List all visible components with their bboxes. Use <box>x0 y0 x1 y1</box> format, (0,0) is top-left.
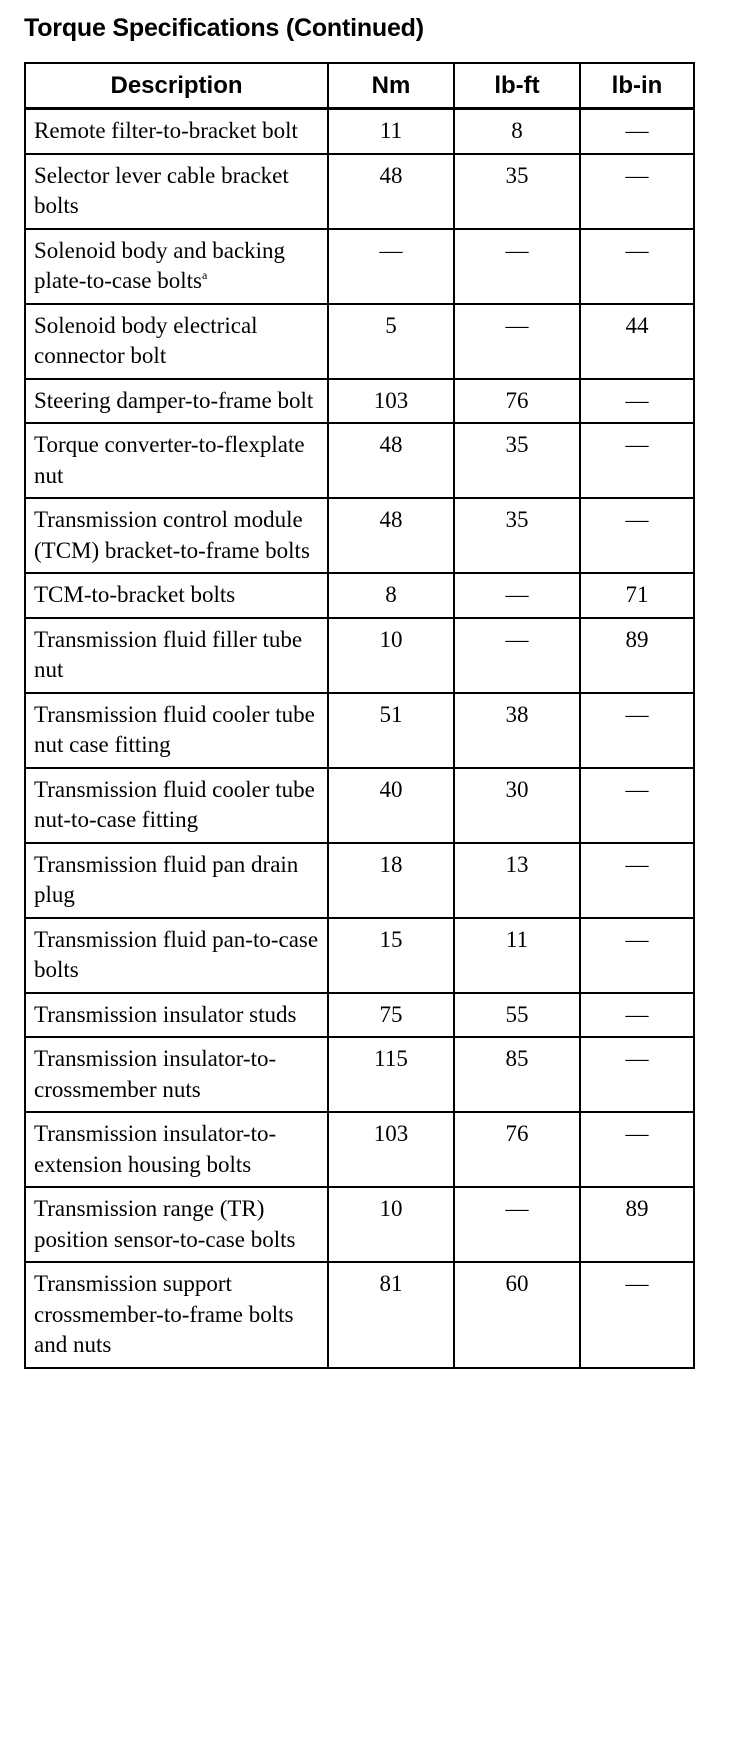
description-cell <box>25 918 328 993</box>
description-cell <box>25 693 328 768</box>
lb-in-value-cell: 89 <box>580 618 694 693</box>
description-text: Transmission fluid cooler tube nut case fitting <box>34 701 315 757</box>
lb-in-value-cell: — <box>580 423 694 498</box>
lb-in-value-cell: 44 <box>580 304 694 379</box>
description-cell <box>25 1037 328 1112</box>
lb-in-value-cell: — <box>580 379 694 424</box>
description-text: TCM-to-bracket bolts <box>34 582 236 607</box>
description-cell <box>25 154 328 229</box>
description-cell <box>25 618 328 693</box>
nm-value-cell: 10 <box>328 1187 454 1262</box>
lb-in-value-cell: 71 <box>580 573 694 618</box>
table-row <box>25 1037 694 1112</box>
lb-ft-value-cell: 60 <box>454 1262 580 1368</box>
footnote-marker: a <box>201 268 208 282</box>
column-header-lb-in: lb-in <box>580 63 694 109</box>
nm-value-cell: 103 <box>328 379 454 424</box>
nm-value-cell: 81 <box>328 1262 454 1368</box>
nm-value-cell: 15 <box>328 918 454 993</box>
description-text: Transmission insulator-to-extension housing bolts <box>34 1121 277 1177</box>
lb-ft-value-cell: 35 <box>454 498 580 573</box>
nm-value-cell: 8 <box>328 573 454 618</box>
lb-in-value-cell: — <box>580 918 694 993</box>
column-header-description: Description <box>25 63 328 109</box>
table-row <box>25 693 694 768</box>
table-row <box>25 918 694 993</box>
description-text: Transmission fluid cooler tube nut-to-case fitting <box>34 776 315 832</box>
table-body <box>25 109 694 1368</box>
nm-value-cell: 48 <box>328 498 454 573</box>
table-row <box>25 993 694 1038</box>
table-row <box>25 618 694 693</box>
nm-value-cell: 103 <box>328 1112 454 1187</box>
lb-ft-value-cell: — <box>454 304 580 379</box>
description-cell <box>25 304 328 379</box>
nm-value-cell: — <box>328 229 454 304</box>
torque-spec-table <box>24 62 695 1369</box>
lb-ft-value-cell: 38 <box>454 693 580 768</box>
nm-value-cell: 11 <box>328 109 454 154</box>
table-row <box>25 573 694 618</box>
page-title: Torque Specifications (Continued) <box>24 14 424 42</box>
table-row <box>25 109 694 154</box>
description-text: Transmission control module (TCM) bracket-to-frame bolts <box>34 507 310 563</box>
lb-ft-value-cell: 35 <box>454 154 580 229</box>
description-cell <box>25 498 328 573</box>
description-text: Torque converter-to-flexplate nut <box>34 432 305 488</box>
table-row <box>25 498 694 573</box>
description-cell <box>25 423 328 498</box>
nm-value-cell: 48 <box>328 154 454 229</box>
description-text: Steering damper-to-frame bolt <box>34 387 314 413</box>
table-row <box>25 379 694 424</box>
nm-value-cell: 75 <box>328 993 454 1038</box>
lb-ft-value-cell: 8 <box>454 109 580 154</box>
description-cell <box>25 379 328 424</box>
description-cell <box>25 109 328 154</box>
lb-in-value-cell: — <box>580 154 694 229</box>
table-row <box>25 229 694 304</box>
description-text: Transmission insulator-to-crossmember nuts <box>34 1046 277 1102</box>
lb-in-value-cell: — <box>580 1112 694 1187</box>
description-text: Transmission fluid pan-to-case bolts <box>34 926 319 982</box>
nm-value-cell: 10 <box>328 618 454 693</box>
lb-in-value-cell: — <box>580 843 694 918</box>
lb-in-value-cell: — <box>580 498 694 573</box>
header-row <box>25 63 694 109</box>
lb-ft-value-cell: 35 <box>454 423 580 498</box>
description-text: Solenoid body and backing plate-to-case bolts <box>34 237 286 293</box>
lb-in-value-cell: — <box>580 109 694 154</box>
lb-in-value-cell: — <box>580 693 694 768</box>
description-cell <box>25 843 328 918</box>
description-text: Transmission fluid filler tube nut <box>34 626 303 682</box>
lb-ft-value-cell: 30 <box>454 768 580 843</box>
nm-value-cell: 40 <box>328 768 454 843</box>
lb-ft-value-cell: 13 <box>454 843 580 918</box>
description-text: Selector lever cable bracket bolts <box>34 162 289 218</box>
lb-in-value-cell: — <box>580 993 694 1038</box>
table-header <box>25 63 694 109</box>
description-text: Transmission insulator studs <box>34 1001 297 1027</box>
table-row <box>25 1187 694 1262</box>
lb-ft-value-cell: 76 <box>454 379 580 424</box>
nm-value-cell: 48 <box>328 423 454 498</box>
lb-in-value-cell: — <box>580 1262 694 1368</box>
description-cell <box>25 768 328 843</box>
column-header-lb-ft: lb-ft <box>454 63 580 109</box>
description-cell <box>25 1112 328 1187</box>
description-text: Transmission support crossmember-to-frame bolts and nuts <box>34 1271 294 1357</box>
description-text: Transmission range (TR) position sensor-to-case bolts <box>34 1196 296 1252</box>
lb-in-value-cell: — <box>580 229 694 304</box>
table-row <box>25 768 694 843</box>
description-cell <box>25 1187 328 1262</box>
nm-value-cell: 5 <box>328 304 454 379</box>
lb-in-value-cell: — <box>580 1037 694 1112</box>
nm-value-cell: 115 <box>328 1037 454 1112</box>
description-cell <box>25 229 328 304</box>
description-cell <box>25 1262 328 1368</box>
lb-ft-value-cell: — <box>454 229 580 304</box>
lb-ft-value-cell: 11 <box>454 918 580 993</box>
table-row <box>25 1112 694 1187</box>
lb-ft-value-cell: — <box>454 1187 580 1262</box>
description-cell <box>25 573 328 618</box>
lb-ft-value-cell: 85 <box>454 1037 580 1112</box>
lb-ft-value-cell: 76 <box>454 1112 580 1187</box>
column-header-nm: Nm <box>328 63 454 109</box>
table-row <box>25 154 694 229</box>
lb-in-value-cell: — <box>580 768 694 843</box>
lb-ft-value-cell: 55 <box>454 993 580 1038</box>
description-text: Solenoid body electrical connector bolt <box>34 312 258 368</box>
nm-value-cell: 18 <box>328 843 454 918</box>
table-row <box>25 304 694 379</box>
lb-in-value-cell: 89 <box>580 1187 694 1262</box>
lb-ft-value-cell: — <box>454 573 580 618</box>
nm-value-cell: 51 <box>328 693 454 768</box>
description-text: Remote filter-to-bracket bolt <box>34 118 298 143</box>
table-row <box>25 843 694 918</box>
description-cell <box>25 993 328 1038</box>
lb-ft-value-cell: — <box>454 618 580 693</box>
table-row <box>25 423 694 498</box>
table-row <box>25 1262 694 1368</box>
description-text: Transmission fluid pan drain plug <box>34 851 299 907</box>
